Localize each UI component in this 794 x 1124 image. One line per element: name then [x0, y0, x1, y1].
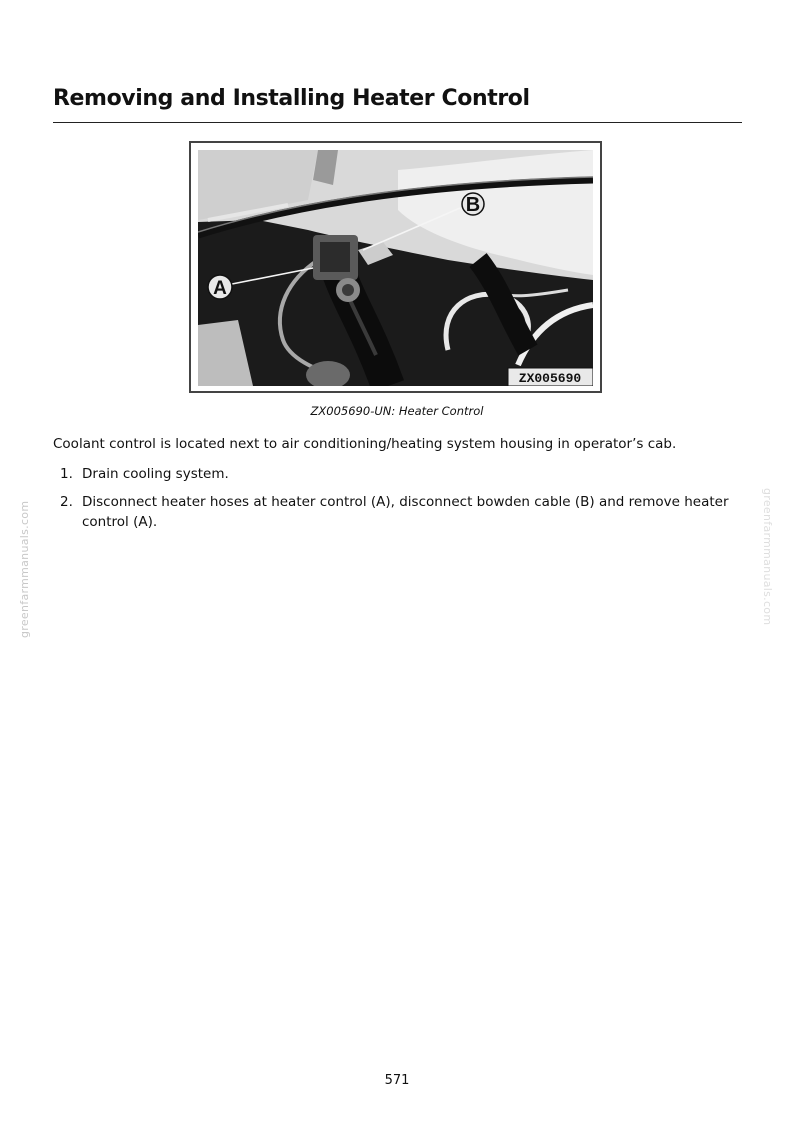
- step-text: Drain cooling system.: [82, 466, 229, 482]
- watermark-right: greenfarmmanuals.com: [761, 488, 774, 626]
- title-rule: [53, 122, 742, 123]
- callout-a-label: A: [213, 278, 227, 299]
- page-number: 571: [384, 1073, 410, 1088]
- step-number: 1.: [60, 466, 73, 482]
- figure-code-label: ZX005690: [518, 371, 582, 386]
- figure-caption: ZX005690-UN: Heater Control: [310, 404, 484, 418]
- step-number: 2.: [60, 494, 73, 510]
- steps-list: [60, 464, 744, 540]
- list-item: [60, 492, 744, 532]
- intro-paragraph: Coolant control is located next to air conditioning/heating system housing in operator’s cab.: [53, 436, 677, 452]
- heater-control-photo: [198, 150, 593, 386]
- figure-frame: [189, 141, 602, 393]
- page-title: Removing and Installing Heater Control: [53, 86, 530, 111]
- step-text: Disconnect heater hoses at heater control (A), disconnect bowden cable (B) and remove heater control (A).: [82, 494, 729, 530]
- list-item: [60, 464, 744, 484]
- callout-b-label: B: [465, 194, 481, 216]
- watermark-left: greenfarmmanuals.com: [18, 500, 31, 638]
